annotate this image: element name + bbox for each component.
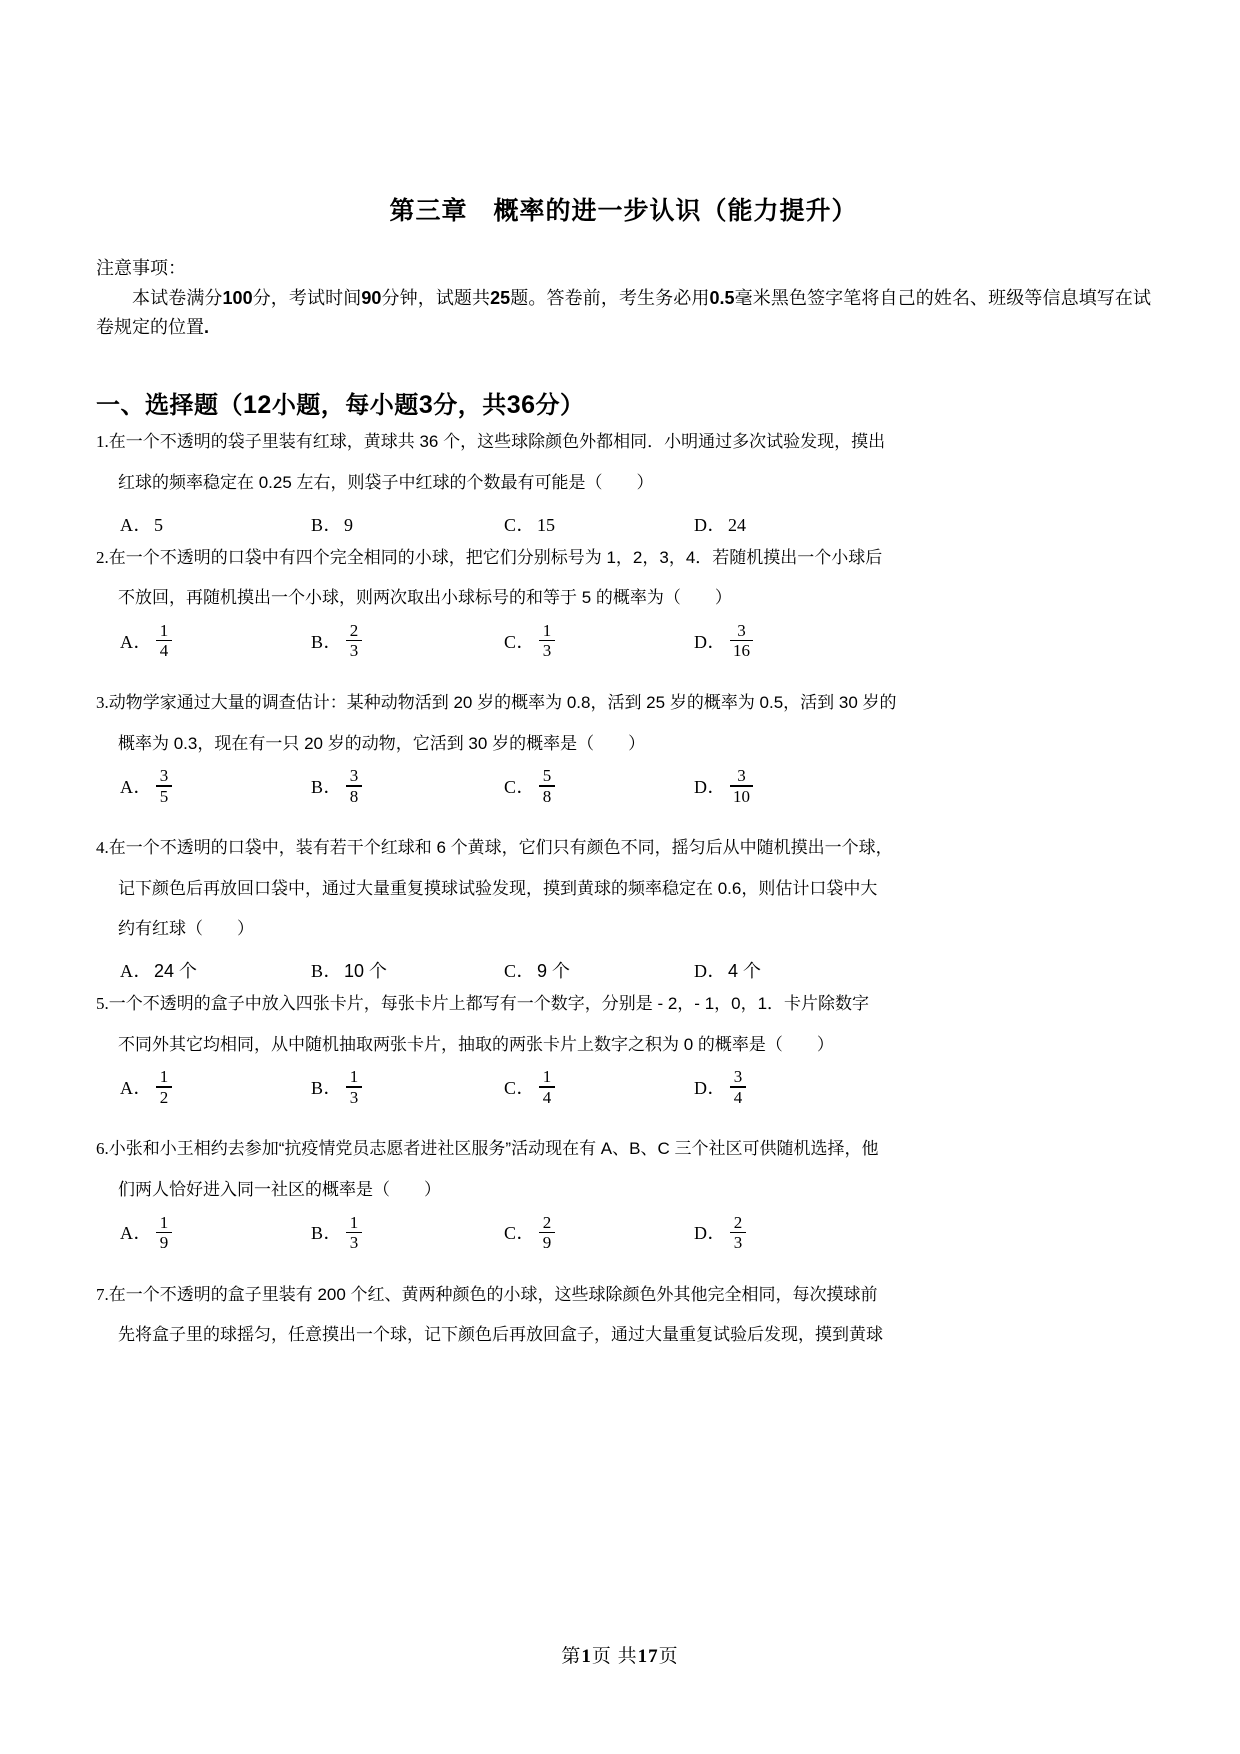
question-3 [96, 691, 1151, 826]
question-4-option-d[interactable] [694, 958, 761, 984]
denominator: 16 [733, 641, 750, 661]
question-4-line-3: 约有红球（ ） [118, 919, 254, 939]
question-2-options [96, 620, 1151, 681]
notice-score: 100 [222, 288, 253, 308]
question-6 [96, 1137, 1151, 1272]
section-count: 12 [243, 391, 272, 420]
denominator: 8 [542, 786, 552, 806]
question-7-line-2: 先将盒子里的球摇匀，任意摸出一个球，记下颜色后再放回盒子，通过大量重复试验后发现，摸到黄球 [118, 1325, 883, 1345]
numerator: 3 [349, 766, 359, 786]
question-5-line-2: 不同外其它均相同，从中随机抽取两张卡片，抽取的两张卡片上数字之积为 0 的概率是（ ） [118, 1034, 834, 1054]
option-value: 10 个 [344, 961, 388, 982]
question-1-number: 1. [96, 432, 109, 452]
question-6-option-b[interactable] [311, 1212, 362, 1253]
page-content [96, 0, 1151, 1348]
question-5-line-1 [96, 992, 1151, 1017]
fraction [156, 622, 172, 659]
denominator: 3 [349, 641, 359, 661]
option-value: 9 [344, 514, 354, 535]
question-1-line-1 [96, 430, 1151, 455]
question-4-line-2: 记下颜色后再放回口袋中，通过大量重复摸球试验发现，摸到黄球的频率稳定在 0.6，则估计口袋中大 [118, 878, 878, 898]
notice-pen-size: 0.5 [709, 288, 735, 308]
question-6-option-d[interactable] [694, 1212, 746, 1253]
fraction [539, 1068, 555, 1105]
question-6-line-1 [96, 1137, 1151, 1162]
notice-text-1: 本试卷满分 [132, 288, 223, 308]
denominator: 3 [349, 1233, 359, 1253]
question-2-option-d[interactable] [694, 620, 753, 661]
question-7-number: 7. [96, 1284, 109, 1304]
option-value: 9 个 [537, 961, 571, 982]
numerator: 1 [542, 1067, 552, 1087]
numerator: 2 [542, 1212, 552, 1232]
question-6-options [96, 1212, 1151, 1273]
question-4-option-b[interactable] [311, 958, 387, 984]
option-label: C． [504, 776, 536, 797]
question-3-options [96, 768, 1151, 826]
question-6-number: 6. [96, 1139, 109, 1159]
question-4 [96, 836, 1151, 982]
question-7-text-1: 在一个不透明的盒子里装有 200 个红、黄两种颜色的小球，这些球除颜色外其他完全相同，每次摸球前 [108, 1284, 878, 1304]
question-5-option-d[interactable] [694, 1069, 746, 1106]
question-5-option-a[interactable] [120, 1069, 172, 1106]
question-3-line-2: 概率为 0.3，现在有一只 20 岁的动物，它活到 30 岁的概率是（ ） [118, 733, 646, 753]
question-2-number: 2. [96, 547, 109, 567]
fraction [156, 1068, 172, 1105]
question-1-option-d[interactable] [694, 512, 746, 538]
fraction [156, 767, 172, 804]
denominator: 2 [159, 1087, 169, 1107]
section-total-score: 36 [506, 391, 536, 420]
fraction [730, 1068, 746, 1105]
fraction [539, 622, 555, 659]
numerator: 1 [159, 1067, 169, 1087]
option-label: D． [694, 961, 726, 982]
option-value: 5 [154, 514, 163, 535]
denominator: 10 [733, 786, 750, 806]
fraction [730, 767, 753, 804]
notice-count: 25 [490, 288, 511, 308]
option-label: B． [311, 1223, 343, 1244]
question-4-text-1: 在一个不透明的口袋中，装有若干个红球和 6 个黄球，它们只有颜色不同，摇匀后从中随机摸出一个球， [108, 838, 893, 858]
notice-text-4: 题。答卷前，考生务必用 [510, 288, 710, 308]
question-2-option-b[interactable] [311, 620, 362, 661]
question-5-option-c[interactable] [504, 1069, 555, 1106]
numerator: 3 [737, 620, 746, 640]
section-mid1: 小题，每小题 [271, 392, 419, 420]
question-2-text-1: 在一个不透明的口袋中有四个完全相同的小球，把它们分别标号为 1，2，3，4．若随机摸出一个小球后 [108, 547, 883, 567]
notice-minutes: 90 [361, 288, 382, 308]
numerator: 1 [159, 1212, 169, 1232]
fraction [730, 1214, 746, 1251]
denominator: 3 [733, 1233, 743, 1253]
option-label: D． [694, 631, 726, 652]
notice-text-3: 分钟，试题共 [381, 288, 491, 308]
denominator: 9 [159, 1233, 169, 1253]
numerator: 1 [349, 1067, 359, 1087]
question-2-option-a[interactable] [120, 620, 172, 661]
question-6-text-1: 小张和小王相约去参加“抗疫情党员志愿者进社区服务”活动现在有 A、B、C 三个社区可供随机选择，他 [108, 1139, 879, 1159]
question-2 [96, 546, 1151, 681]
option-value: 15 [537, 514, 556, 535]
question-6-option-a[interactable] [120, 1212, 172, 1253]
question-4-option-c[interactable] [504, 958, 570, 984]
question-5-options [96, 1069, 1151, 1127]
question-2-option-c[interactable] [504, 620, 555, 661]
option-label: D． [694, 1223, 726, 1244]
option-label: C． [504, 1078, 536, 1098]
question-7 [96, 1283, 1151, 1348]
notice-text-2: 分，考试时间 [252, 288, 362, 308]
option-label: A． [120, 1223, 152, 1244]
question-3-line-1 [96, 691, 1151, 716]
question-2-line-1 [96, 546, 1151, 571]
question-3-option-a[interactable] [120, 768, 172, 805]
option-label: B． [311, 776, 343, 797]
denominator: 4 [159, 641, 169, 661]
denominator: 3 [542, 641, 552, 661]
question-5 [96, 992, 1151, 1127]
page-footer [0, 1641, 1240, 1668]
option-label: A． [120, 961, 152, 982]
numerator: 3 [159, 766, 169, 786]
option-label: A． [120, 514, 152, 535]
question-3-option-c[interactable] [504, 768, 555, 805]
option-label: A． [120, 631, 152, 652]
section-heading-choice [96, 385, 1151, 420]
option-value: 24 [728, 514, 746, 535]
footer-middle: 页 共 [591, 1646, 638, 1667]
denominator: 4 [542, 1087, 552, 1107]
numerator: 3 [733, 1067, 743, 1087]
footer-suffix: 页 [658, 1646, 679, 1667]
numerator: 2 [733, 1212, 743, 1232]
section-per-score: 3 [418, 391, 434, 420]
option-label: C． [504, 631, 536, 652]
option-value: 24 个 [154, 961, 198, 982]
notice-text-6: . [204, 317, 210, 338]
option-label: B． [311, 631, 343, 652]
question-4-line-1 [96, 836, 1151, 861]
option-label: A． [120, 776, 152, 797]
question-1-option-a[interactable] [120, 512, 163, 538]
notice-label: 注意事项： [96, 258, 186, 278]
question-2-line-2: 不放回，再随机摸出一个小球，则两次取出小球标号的和等于 5 的概率为（ ） [118, 588, 732, 608]
denominator: 4 [733, 1087, 743, 1107]
question-3-text-1: 动物学家通过大量的调查估计：某种动物活到 20 岁的概率为 0.8，活到 25 岁的概率为 0.5，活到 30 岁的 [108, 692, 897, 712]
fraction [346, 622, 362, 659]
option-label: D． [694, 514, 726, 535]
question-5-option-b[interactable] [311, 1069, 362, 1106]
footer-current-page: 1 [581, 1646, 592, 1667]
option-label: D． [694, 776, 726, 797]
question-1-option-b[interactable] [311, 512, 353, 538]
numerator: 2 [349, 620, 359, 640]
denominator: 9 [542, 1233, 552, 1253]
question-3-option-d[interactable] [694, 768, 753, 805]
section-suffix: 分） [535, 392, 585, 420]
fraction [156, 1214, 172, 1251]
section-mid2: 分，共 [433, 392, 507, 420]
question-1-line-2: 红球的频率稳定在 0.25 左右，则袋子中红球的个数最有可能是（ ） [118, 472, 654, 492]
denominator: 5 [159, 786, 169, 806]
footer-prefix: 第 [561, 1646, 582, 1667]
numerator: 1 [542, 620, 552, 640]
notice-text-5: 毫米黑色签字笔将自己的姓名、班级等信息填写在试卷规定的位置 [96, 288, 1152, 338]
numerator: 1 [349, 1212, 359, 1232]
option-label: D． [694, 1078, 726, 1098]
question-1-option-c[interactable] [504, 512, 555, 538]
question-3-number: 3. [96, 692, 109, 712]
page-title: 第三章 概率的进一步认识（能力提升） [389, 197, 858, 225]
fraction [539, 767, 555, 804]
option-label: B． [311, 961, 343, 982]
fraction [539, 1214, 555, 1251]
question-1 [96, 430, 1151, 535]
fraction [346, 1214, 362, 1251]
question-6-option-c[interactable] [504, 1212, 555, 1253]
numerator: 5 [542, 766, 552, 786]
notice-body [96, 284, 1151, 342]
fraction [346, 767, 362, 804]
fraction [346, 1068, 362, 1105]
denominator: 3 [349, 1087, 359, 1107]
question-4-number: 4. [96, 838, 109, 858]
option-label: B． [311, 514, 343, 535]
question-4-option-a[interactable] [120, 958, 197, 984]
option-label: A． [120, 1078, 152, 1098]
section-prefix: 一、选择题（ [96, 392, 243, 420]
footer-total-pages: 17 [637, 1646, 659, 1667]
question-5-number: 5. [96, 994, 109, 1014]
option-label: C． [504, 961, 536, 982]
numerator: 3 [737, 766, 746, 786]
denominator: 8 [349, 786, 359, 806]
question-7-line-1 [96, 1283, 1151, 1308]
question-5-text-1: 一个不透明的盒子中放入四张卡片，每张卡片上都写有一个数字，分别是 - 2，- 1，0，1．卡片除数字 [108, 994, 870, 1014]
question-6-line-2: 们两人恰好进入同一社区的概率是（ ） [118, 1180, 441, 1199]
question-1-options [96, 512, 1151, 536]
question-4-options [96, 958, 1151, 982]
option-label: B． [311, 1078, 343, 1098]
option-label: C． [504, 1223, 536, 1244]
option-value: 4 个 [728, 961, 762, 982]
option-label: C． [504, 514, 536, 535]
fraction [730, 622, 753, 659]
numerator: 1 [159, 620, 169, 640]
question-3-option-b[interactable] [311, 768, 362, 805]
question-1-text-1: 在一个不透明的袋子里装有红球，黄球共 36 个，这些球除颜色外都相同．小明通过多次试验发现，摸出 [108, 432, 886, 452]
